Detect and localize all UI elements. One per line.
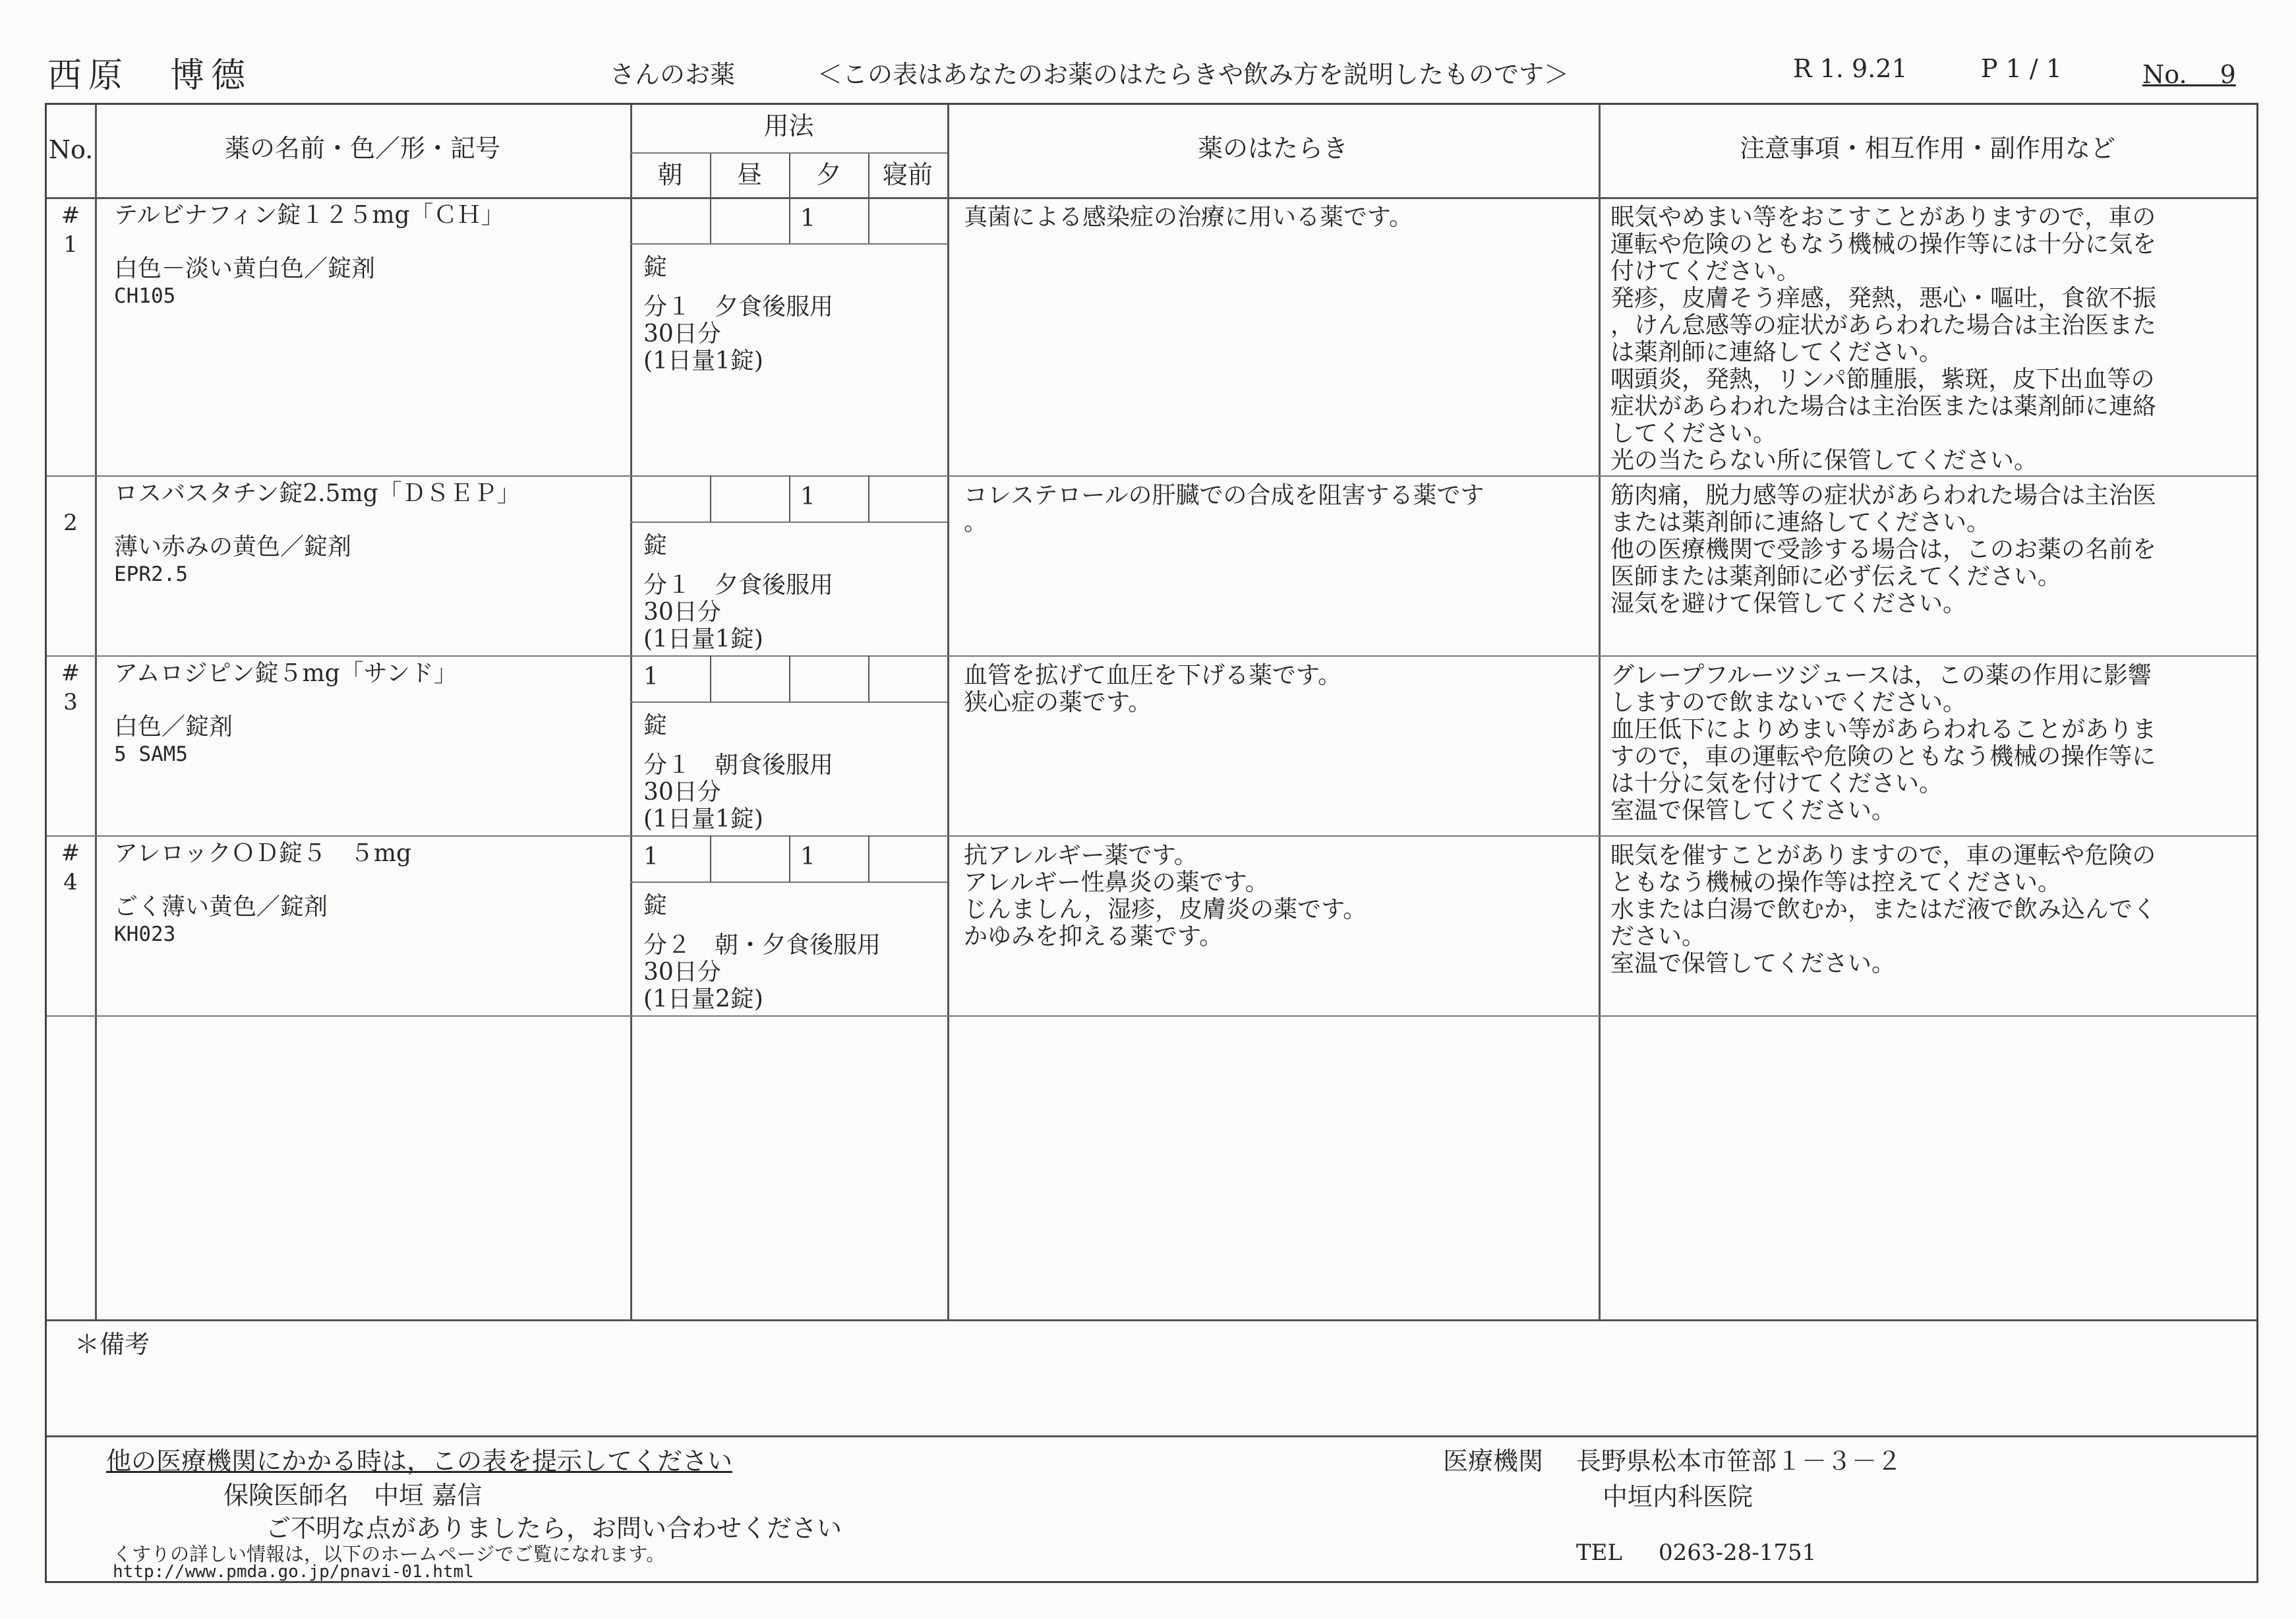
dose-line [630,702,947,703]
issue-date: R 1. 9.21 [1793,54,1908,83]
dose-divider [868,835,869,882]
usage-line: 分２ 朝・夕食後服用 [643,932,881,959]
col-header-bedtime: 寝前 [882,160,933,189]
medicine-color-form: 薄い赤みの黄色／錠剤 [114,533,352,560]
note-line: 眠気を催すことがありますので，車の運転や危険の [1610,842,2156,869]
dose-divider [868,197,869,243]
row-divider [47,1015,2256,1017]
medicine-name: ロスバスタチン錠2.5mg「ＤＳＥＰ」 [114,480,521,507]
row-number: 1 [63,231,78,258]
dose-unit: 錠 [643,712,668,739]
dose-divider [789,475,790,522]
effect-line: じんましん，湿疹，皮膚炎の薬です。 [964,896,1367,923]
col-divider [947,105,949,1319]
col-header-noon: 昼 [736,160,762,189]
medicine-name: アムロジピン錠５mg「サンド」 [114,660,457,687]
row-divider [47,655,2256,657]
patient-suffix: さんのお薬 [610,60,736,89]
patient-name: 西原 博德 [47,56,252,96]
col-divider [1599,105,1601,1319]
medicine-code: 5 SAM5 [114,742,188,766]
note-line: は薬剤師に連絡してください。 [1610,339,1943,366]
effect-line: かゆみを抑える薬です。 [964,923,1223,950]
dose-divider [868,655,869,702]
note-line: 筋肉痛，脱力感等の症状があらわれた場合は主治医 [1610,482,2157,509]
note-line: 室温で保管してください。 [1610,950,1896,977]
effect-line: コレステロールの肝臓での合成を阻害する薬です [964,482,1485,509]
note-line: グレープフルーツジュースは，この薬の作用に影響 [1610,662,2152,689]
note-line: 症状があらわれた場合は主治医または薬剤師に連絡 [1610,393,2157,420]
usage-line: 30日分 [643,779,721,806]
note-line: ，けん怠感等の症状があらわれた場合は主治医また [1610,312,2157,339]
note-line: 血圧低下によりめまい等があらわれることがありま [1610,716,2157,743]
footer-doctor: 保険医師名 中垣 嘉信 [223,1481,483,1510]
col-header-no: No. [48,135,94,164]
note-line: ともなう機械の操作等は控えてください。 [1610,869,2062,896]
dose-line [630,522,947,523]
col-divider [630,105,632,1319]
effect-line: 血管を拡げて血圧を下げる薬です。 [964,662,1342,689]
medicine-color-form: 白色－淡い黄白色／錠剤 [114,255,376,282]
col-header-usage: 用法 [763,111,814,140]
footer-inquiry: ご不明な点がありましたら，お問い合わせください [266,1514,842,1543]
footer-info: くすりの詳しい情報は，以下のホームページでご覧になれます。 [113,1543,666,1565]
medicine-color-form: 白色／錠剤 [114,713,233,740]
usage-line: (1日量2錠) [643,986,763,1013]
tel-label: TEL [1576,1540,1623,1566]
header-bottom-line [47,197,2256,199]
note-line: 他の医療機関で受診する場合は，このお薬の名前を [1610,536,2157,563]
dose-divider [789,835,790,882]
note-line: は十分に気を付けてください。 [1610,770,1943,797]
dose-evening: 1 [800,205,815,232]
document-number: No. 9 [2142,60,2236,89]
row-divider [47,835,2256,837]
medicine-name: テルビナフィン錠１２５mg「ＣＨ」 [114,202,505,229]
col-header-notes: 注意事項・相互作用・副作用など [1739,134,2115,163]
row-mark: # [61,202,80,229]
remarks-bottom-line [47,1435,2256,1437]
usage-line: (1日量1錠) [643,347,763,375]
effect-line: 。 [964,509,988,536]
col-header-evening: 夕 [815,160,841,189]
row-mark: # [61,840,80,866]
effect-line: 狭心症の薬です。 [964,689,1152,716]
row-number: 2 [63,510,78,536]
medicine-table [45,103,2258,1583]
usage-line: 30日分 [643,599,721,626]
dose-divider [710,475,711,522]
effect-line: 抗アレルギー薬です。 [964,842,1198,869]
medicine-code: CH105 [114,284,176,308]
note-line: してください。 [1610,420,1777,447]
note-line: 室温で保管してください。 [1610,797,1896,824]
usage-line: 分１ 夕食後服用 [643,572,834,599]
medicine-name: アレロックＯＤ錠５ ５mg [114,840,412,867]
col-header-effect: 薬のはたらき [1197,134,1348,163]
effect-line: アレルギー性鼻炎の薬です。 [964,869,1269,896]
dose-divider [710,655,711,702]
note-line: すので，車の運転や危険のともなう機械の操作等に [1610,743,2156,770]
note-line: 医師または薬剤師に必ず伝えてください。 [1610,563,2062,590]
remarks-label: ＊備考 [74,1330,150,1359]
note-line: 光の当たらない所に保管してください。 [1610,447,2038,474]
note-line: ださい。 [1610,923,1706,950]
page-indicator: P 1 / 1 [1981,54,2062,83]
col-header-name: 薬の名前・色／形・記号 [224,134,500,163]
note-line: 湿気を避けて保管してください。 [1610,590,1967,617]
usage-line: 分１ 夕食後服用 [643,293,834,320]
usage-line: 30日分 [643,320,721,347]
row-number: 4 [63,869,78,895]
footer-notice: 他の医療機関にかかる時は，この表を提示してください [106,1447,733,1476]
note-line: しますので飲まないでください。 [1610,689,1967,716]
usage-line: 30日分 [643,959,721,986]
dose-divider [789,655,790,702]
dose-divider [710,197,711,243]
medicine-color-form: ごく薄い黄色／錠剤 [114,893,328,920]
medicine-code: KH023 [114,922,176,946]
remarks-top-line [47,1319,2256,1321]
row-mark: # [61,660,80,686]
note-line: 発疹，皮膚そう痒感，発熱，悪心・嘔吐，食欲不振 [1610,285,2157,312]
header-description: ＜この表はあなたのお薬のはたらきや飲み方を説明したものです＞ [817,60,1570,89]
dose-unit: 錠 [643,532,668,559]
dose-evening: 1 [800,843,815,870]
effect-line: 真菌による感染症の治療に用いる薬です。 [964,204,1413,231]
dose-unit: 錠 [643,892,668,919]
institution-address: 長野県松本市笹部１－３－２ [1576,1447,1902,1476]
note-line: または薬剤師に連絡してください。 [1610,509,1991,536]
col-header-morning: 朝 [657,160,683,189]
medicine-code: EPR2.5 [114,562,188,586]
dose-evening: 1 [800,483,815,510]
dose-morning: 1 [643,663,659,690]
row-divider [47,475,2256,477]
dose-morning: 1 [643,843,659,870]
usage-line: 分１ 朝食後服用 [643,752,834,779]
institution-label: 医療機関 [1443,1447,1544,1476]
dose-line [630,882,947,883]
col-divider [95,105,97,1319]
note-line: 眠気やめまい等をおこすことがありますので，車の [1610,204,2156,231]
usage-line: (1日量1錠) [643,626,763,653]
dose-divider [710,835,711,882]
note-line: 付けてください。 [1610,258,1801,285]
dose-divider [789,197,790,243]
row-number: 3 [63,689,78,715]
footer-url[interactable]: http://www.pmda.go.jp/pnavi-01.html [113,1562,474,1582]
note-line: 咽頭炎，発熱，リンパ節腫脹，紫斑，皮下出血等の [1610,366,2155,393]
header-divider [630,152,947,154]
dose-divider [868,475,869,522]
note-line: 水または白湯で飲むか，またはだ液で飲み込んでく [1610,896,2157,923]
dose-line [630,243,947,245]
tel-number: 0263-28-1751 [1659,1540,1817,1566]
note-line: 運転や危険のともなう機械の操作等には十分に気を [1610,231,2157,258]
usage-line: (1日量1錠) [643,806,763,833]
dose-unit: 錠 [643,254,668,281]
clinic-name: 中垣内科医院 [1603,1482,1753,1511]
